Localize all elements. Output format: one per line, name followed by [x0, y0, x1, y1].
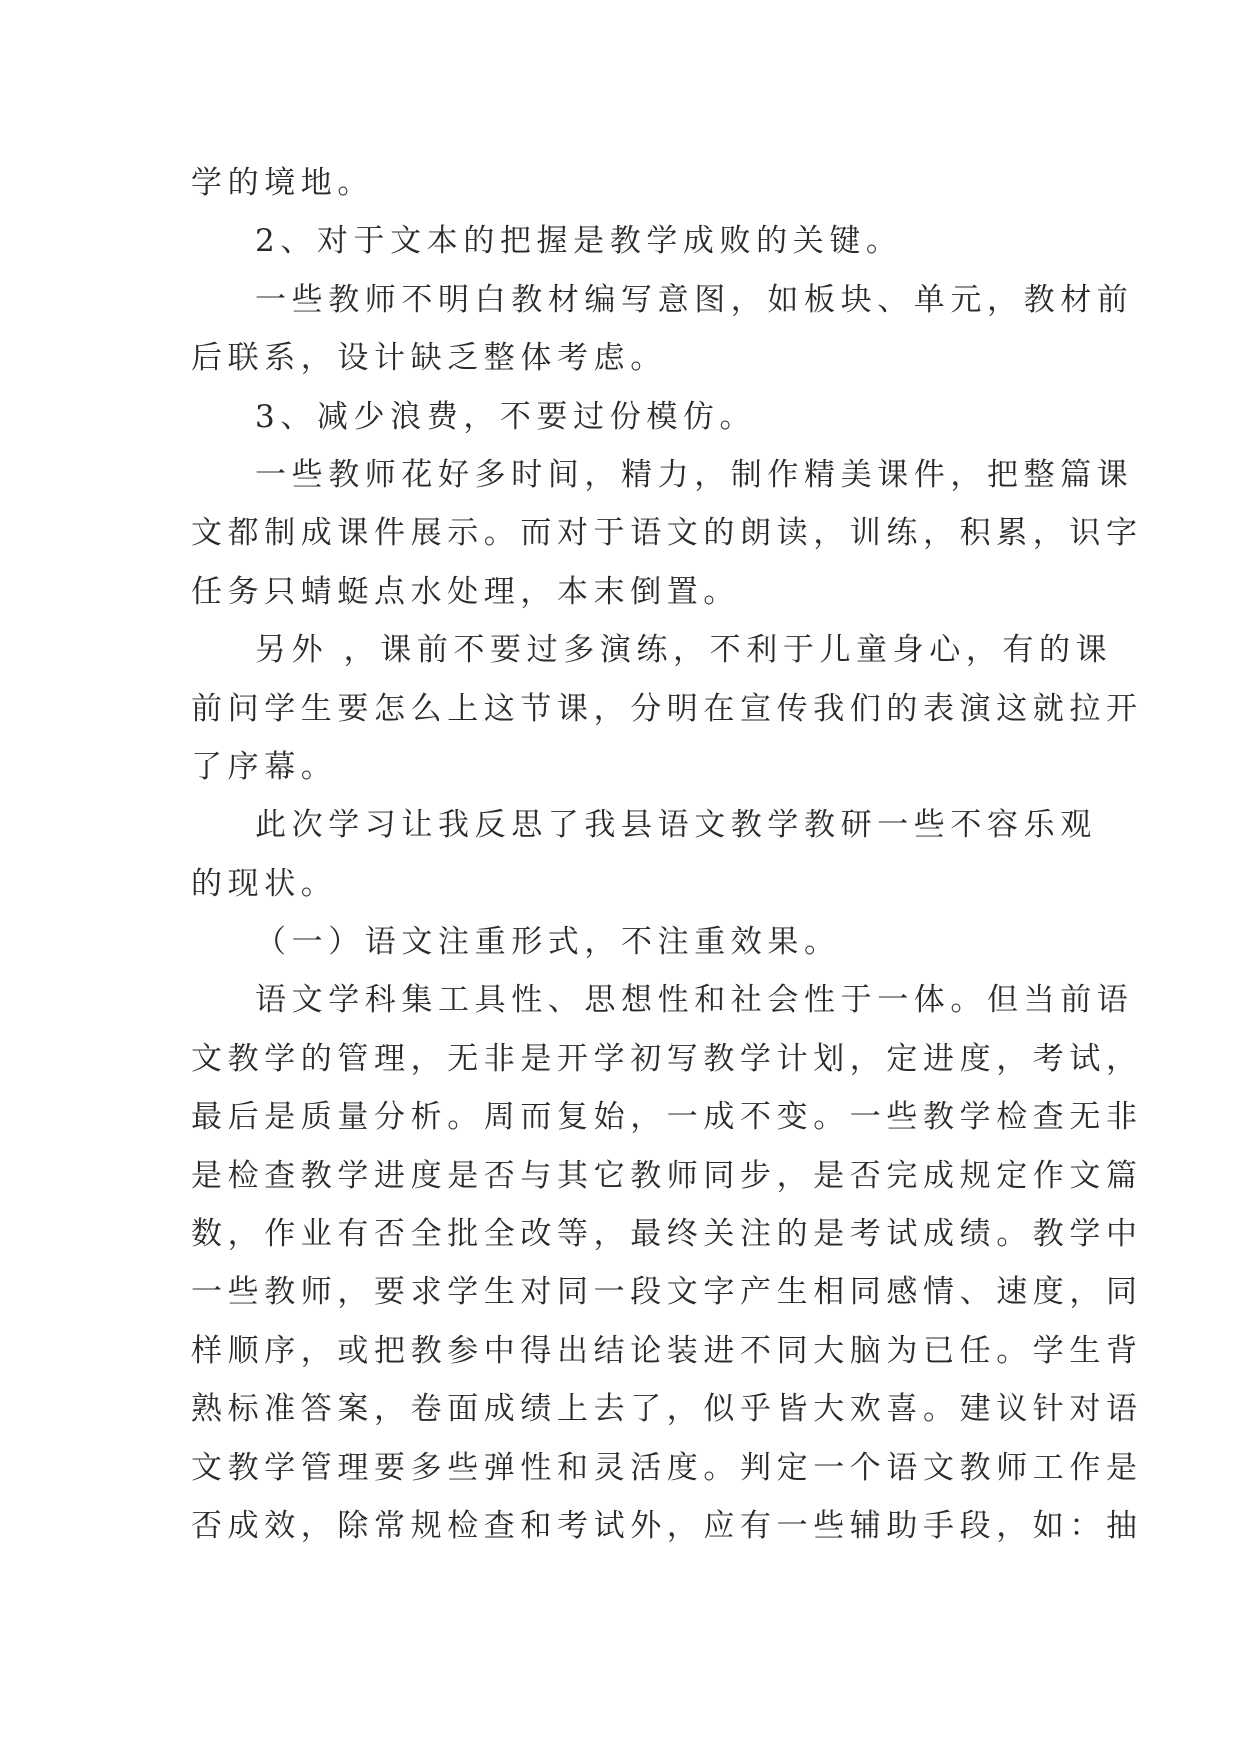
text-line: （一）语文注重形式，不注重效果。: [255, 924, 841, 961]
text-line: 文教学的管理，无非是开学初写教学计划，定进度，考试，: [191, 1040, 1143, 1077]
text-line: 2、对于文本的把握是教学成败的关键。: [255, 223, 903, 260]
text-line: 文教学管理要多些弹性和灵活度。判定一个语文教师工作是: [191, 1449, 1143, 1486]
text-line: 熟标准答案，卷面成绩上去了，似乎皆大欢喜。建议针对语: [191, 1391, 1143, 1428]
text-line: 此次学习让我反思了我县语文教学教研一些不容乐观: [255, 807, 1097, 844]
text-line: 文都制成课件展示。而对于语文的朗读，训练，积累，识字: [191, 515, 1143, 552]
text-line: 一些教师，要求学生对同一段文字产生相同感情、速度，同: [191, 1274, 1143, 1311]
text-line: 最后是质量分析。周而复始，一成不变。一些教学检查无非: [191, 1099, 1143, 1136]
text-line: 前问学生要怎么上这节课，分明在宣传我们的表演这就拉开: [191, 690, 1143, 727]
text-line: 学的境地。: [191, 165, 374, 201]
text-line: 任务只蜻蜓点水处理，本末倒置。: [191, 573, 740, 610]
text-line: 是检查教学进度是否与其它教师同步，是否完成规定作文篇: [191, 1157, 1143, 1194]
text-line: 另外 ，课前不要过多演练，不利于儿童身心，有的课: [255, 632, 1113, 669]
document-body: [191, 154, 1143, 1555]
text-line: 语文学科集工具性、思想性和社会性于一体。但当前语: [255, 982, 1134, 1019]
text-line: 一些教师花好多时间，精力，制作精美课件，把整篇课: [255, 456, 1134, 493]
text-line: 否成效，除常规检查和考试外，应有一些辅助手段，如：抽: [191, 1507, 1143, 1544]
text-line: 一些教师不明白教材编写意图，如板块、单元，教材前: [255, 281, 1134, 318]
text-line: 后联系，设计缺乏整体考虑。: [191, 340, 667, 377]
text-line: 的现状。: [191, 865, 338, 902]
text-line: 数，作业有否全批全改等，最终关注的是考试成绩。教学中: [191, 1216, 1143, 1253]
text-line: 样顺序，或把教参中得出结论装进不同大脑为已任。学生背: [191, 1332, 1143, 1369]
text-line: 了序幕。: [191, 748, 338, 785]
text-line: 3、减少浪费，不要过份模仿。: [255, 398, 757, 435]
